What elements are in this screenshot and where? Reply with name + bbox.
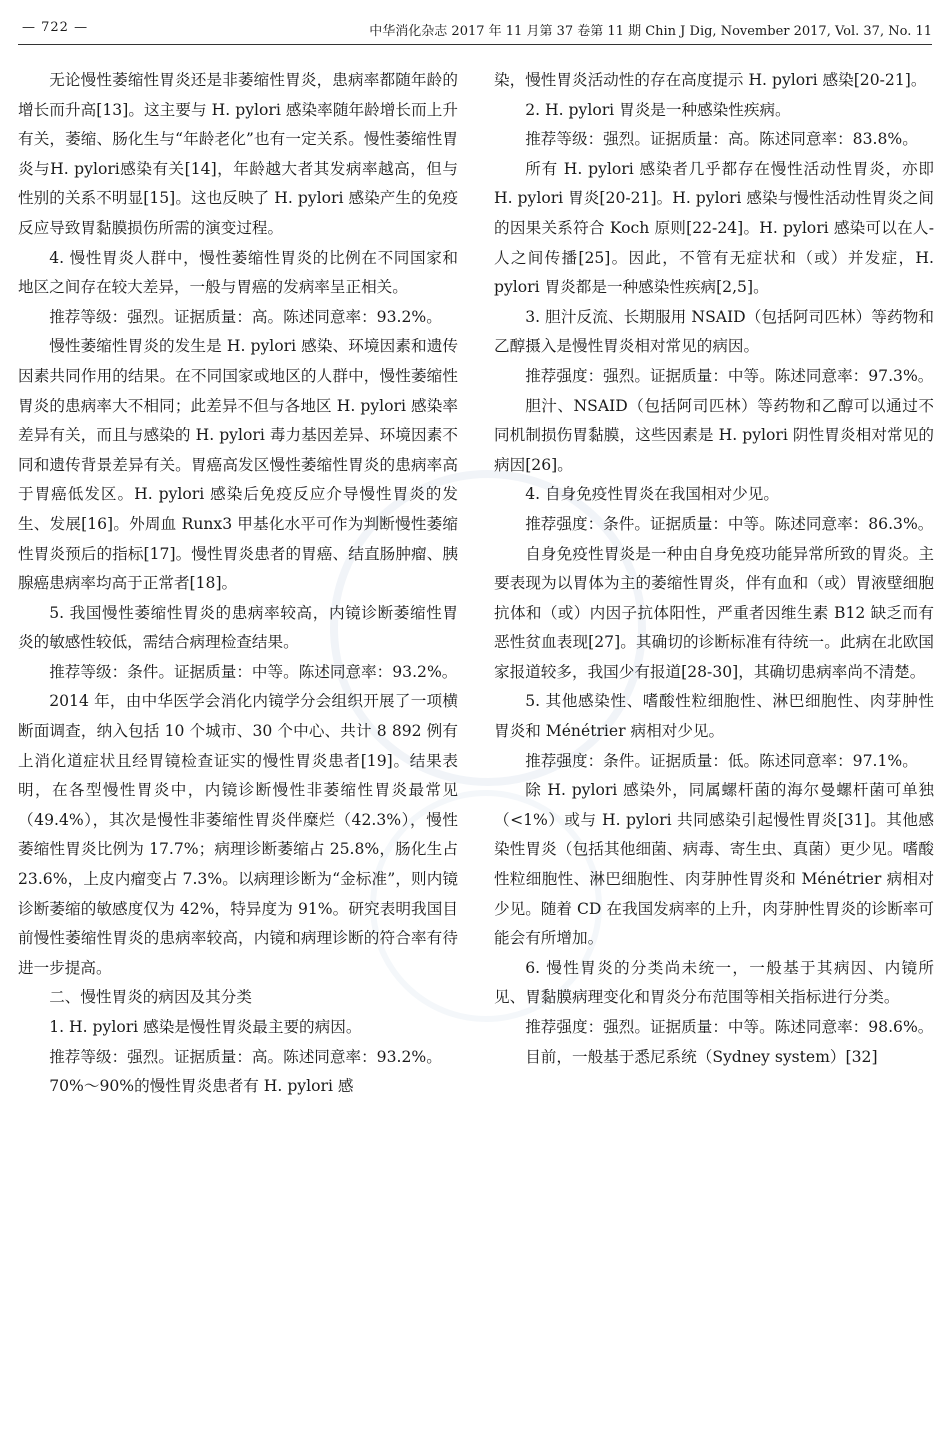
recommendation-grade: 推荐强度：强烈。证据质量：中等。陈述同意率：98.6%。 <box>525 1018 934 1036</box>
paragraph: 70%～90%的慢性胃炎患者有 H. pylori 感 <box>49 1077 354 1096</box>
statement-heading: 4. 慢性胃炎人群中，慢性萎缩性胃炎的比例在不同国家和地区之间存在较大差异，一般与胃癌的发病率呈正相关。 <box>18 248 458 297</box>
statement-heading: 2. H. pylori 胃炎是一种感染性疾病。 <box>525 100 791 119</box>
statement-heading: 6. 慢性胃炎的分类尚未统一，一般基于其病因、内镜所见、胃黏膜病理变化和胃炎分布范围等相关指标进行分类。 <box>494 958 934 1007</box>
paragraph: 目前，一般基于悉尼系统（Sydney system）[32] <box>525 1047 878 1066</box>
paragraph: 所有 H. pylori 感染者几乎都存在慢性活动性胃炎，亦即 H. pylori 胃炎[20-21]。H. pylori 感染与慢性活动性胃炎之间的因果关系符合 Koch 原则[22-24]。H. pylori 感染可以在人-人之间传播[25]。因此，不管有无症状和（或）并发症，H. pylori 胃炎都是一种感染性疾病[2,5]。 <box>494 159 934 297</box>
page-number: — 722 — <box>22 20 89 35</box>
paragraph: 2014 年，由中华医学会消化内镜学分会组织开展了一项横断面调查，纳入包括 10 个城市、30 个中心、共计 8 892 例有上消化道症状且经胃镜检查证实的慢性胃炎患者[19]。结果表明，在各型慢性胃炎中，内镜诊断慢性非萎缩性胃炎最常见（49.4%），其次是慢性非萎缩性胃炎伴糜烂（42.3%），慢性萎缩性胃炎比例为 17.7%；病理诊断萎缩占 25.8%，肠化生占 23.6%，上皮内瘤变占 7.3%。以病理诊断为“金标准”，则内镜诊断萎缩的敏感度仅为 42%，特异度为 91%。研究表明我国目前慢性萎缩性胃炎的患病率较高，内镜和病理诊断的符合率有待进一步提高。 <box>18 692 458 977</box>
recommendation-grade: 推荐等级：强烈。证据质量：高。陈述同意率：93.2%。 <box>49 307 442 326</box>
statement-heading: 5. 其他感染性、嗜酸性粒细胞性、淋巴细胞性、肉芽肿性胃炎和 Ménétrier 病相对少见。 <box>494 692 934 741</box>
recommendation-grade: 推荐等级：强烈。证据质量：高。陈述同意率：83.8%。 <box>525 130 918 149</box>
statement-heading: 3. 胆汁反流、长期服用 NSAID（包括阿司匹林）等药物和乙醇摄入是慢性胃炎相对常见的病因。 <box>494 307 934 356</box>
recommendation-grade: 推荐强度：条件。证据质量：低。陈述同意率：97.1%。 <box>525 751 918 770</box>
paragraph: 除 H. pylori 感染外，同属螺杆菌的海尔曼螺杆菌可单独（<1%）或与 H. pylori 共同感染引起慢性胃炎[31]。其他感染性胃炎（包括其他细菌、病毒、寄生虫、真菌）更少见。嗜酸性粒细胞性、淋巴细胞性、肉芽肿性胃炎和 Ménétrier 病相对少见。随着 CD 在我国发病率的上升，肉芽肿性胃炎的诊断率可能会有所增加。 <box>494 781 934 948</box>
paragraph-continued: 染，慢性胃炎活动性的存在高度提示 H. pylori 感染[20-21]。 <box>494 71 927 89</box>
left-column <box>18 66 458 1102</box>
header-rule <box>18 44 932 45</box>
journal-info: 中华消化杂志 2017 年 11 月第 37 卷第 11 期 Chin J Dig, November 2017, Vol. 37, No. 11 <box>369 24 932 39</box>
right-column <box>494 66 934 1072</box>
statement-heading: 1. H. pylori 感染是慢性胃炎最主要的病因。 <box>49 1018 362 1036</box>
recommendation-grade: 推荐等级：条件。证据质量：中等。陈述同意率：93.2%。 <box>49 662 458 681</box>
statement-heading: 4. 自身免疫性胃炎在我国相对少见。 <box>525 485 779 504</box>
paragraph: 慢性萎缩性胃炎的发生是 H. pylori 感染、环境因素和遗传因素共同作用的结果。在不同国家或地区的人群中，慢性萎缩性胃炎的患病率大不相同；此差异不但与各地区 H. pylori 感染率差异有关，而且与感染的 H. pylori 毒力基因差异、环境因素不同和遗传背景差异有关。胃癌高发区慢性萎缩性胃炎的患病率高于胃癌低发区。H. pylori 感染后免疫反应介导慢性胃炎的发生、发展[16]。外周血 Runx3 甲基化水平可作为判断慢性萎缩性胃炎预后的指标[17]。慢性胃炎患者的胃癌、结直肠肿瘤、胰腺癌患病率均高于正常者[18]。 <box>18 337 458 593</box>
page-header <box>0 0 950 46</box>
paragraph: 自身免疫性胃炎是一种由自身免疫功能异常所致的胃炎。主要表现为以胃体为主的萎缩性胃炎，伴有血和（或）胃液壁细胞抗体和（或）内因子抗体阳性，严重者因维生素 B12 缺乏而有恶性贫血表现[27]。其确切的诊断标准有待统一。此病在北欧国家报道较多，我国少有报道[28-30]，其确切患病率尚不清楚。 <box>494 544 934 681</box>
paragraph: 无论慢性萎缩性胃炎还是非萎缩性胃炎，患病率都随年龄的增长而升高[13]。这主要与 H. pylori 感染率随年龄增长而上升有关，萎缩、肠化生与“年龄老化”也有一定关系。慢性萎缩性胃炎与H. pylori感染有关[14]，年龄越大者其发病率越高，但与性别的关系不明显[15]。这也反映了 H. pylori 感染产生的免疫反应导致胃黏膜损伤所需的演变过程。 <box>18 71 458 237</box>
recommendation-grade: 推荐强度：强烈。证据质量：中等。陈述同意率：97.3%。 <box>525 366 934 385</box>
section-heading: 二、慢性胃炎的病因及其分类 <box>49 988 252 1007</box>
paragraph: 胆汁、NSAID（包括阿司匹林）等药物和乙醇可以通过不同机制损伤胃黏膜，这些因素是 H. pylori 阴性胃炎相对常见的病因[26]。 <box>494 396 934 474</box>
recommendation-grade: 推荐强度：条件。证据质量：中等。陈述同意率：86.3%。 <box>525 514 934 533</box>
recommendation-grade: 推荐等级：强烈。证据质量：高。陈述同意率：93.2%。 <box>49 1047 442 1066</box>
statement-heading: 5. 我国慢性萎缩性胃炎的患病率较高，内镜诊断萎缩性胃炎的敏感性较低，需结合病理检查结果。 <box>18 603 458 652</box>
